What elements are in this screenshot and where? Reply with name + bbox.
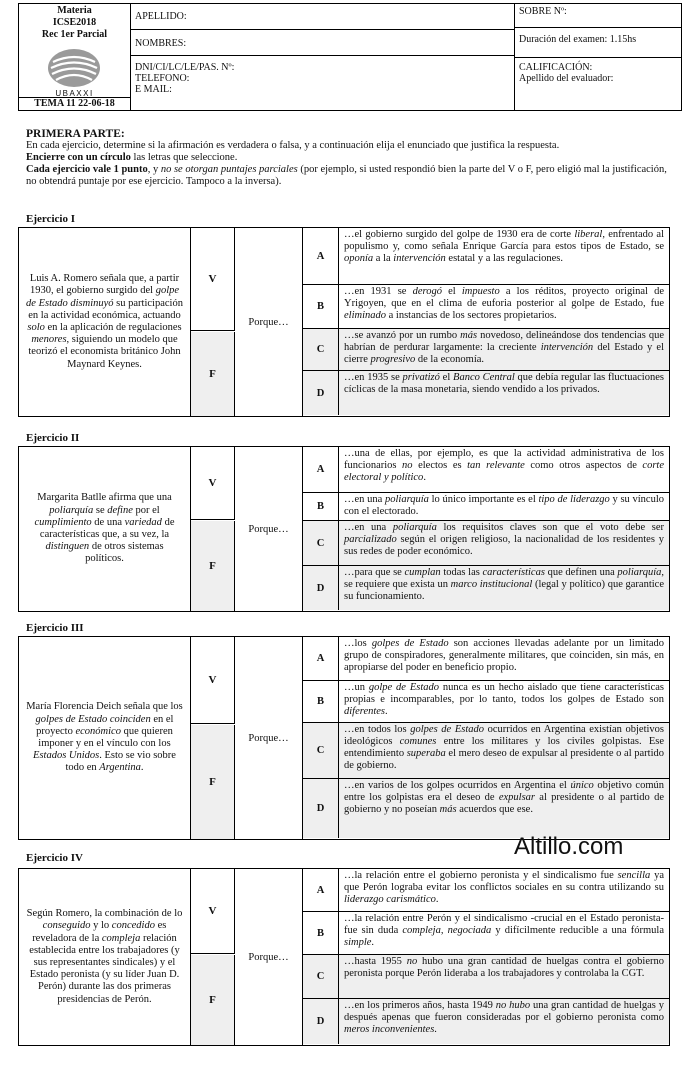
exercise-statement: Según Romero, la combinación de lo conseguido y lo concedido es reveladora de la compleja relación establecida entre los trabajadores (y sus representantes sindicales) y el Estado peronista (y su líder Juan D. Perón) durante las dos primeras presidencias de Perón. [19,869,191,1045]
subject-line-1: Materia [57,5,92,16]
true-option[interactable]: V [191,447,235,520]
option-letter[interactable]: A [303,869,339,911]
instructions [26,128,676,188]
justification-option-a[interactable] [303,228,669,285]
exercise-label: Ejercicio III [26,622,84,634]
option-text: …en los primeros años, hasta 1949 no hubo una gran cantidad de huelgas y después apenas que fueron consideradas por el gobierno peronista como meros inconvenientes. [344,1000,665,1035]
option-letter[interactable]: A [303,637,339,680]
option-letter[interactable]: D [303,566,339,610]
option-letter[interactable]: B [303,912,339,954]
true-option[interactable]: V [191,869,235,954]
option-text: …en todos los golpes de Estado ocurridos en Argentina existían objetivos ideológicos comunes entre los militares y los civiles golpistas. Ese entendimiento superaba el mero deseo de expulsar al presidente o al partido de gobierno. [344,724,664,771]
option-text: …en 1935 se privatizó el Banco Central que debía regular las fluctuaciones cíclicas de la masa monetaria, siendo vendido a los privados. [344,372,664,395]
option-text: …en varios de los golpes ocurridos en Argentina el único objetivo común entre los golpistas era el deseo de expulsar al presidente o al partido de gobierno y no poseían más acuerdos que ese. [344,780,664,815]
justification-option-b[interactable] [303,912,669,955]
contact-fields [131,62,514,95]
exercise-table [18,446,670,612]
option-text: …la relación entre el gobierno peronista y el sindicalismo fue sencilla ya que Perón lograba evitar los conflictos sociales en su contra utilizando su liderazgo carismático. [344,870,664,905]
option-letter[interactable]: D [303,999,339,1044]
false-option[interactable]: F [191,955,235,1045]
subject-line-3: Rec 1er Parcial [41,29,108,40]
option-text: …en 1931 se derogó el impuesto a los réditos, proyecto original de Yrigoyen, que en el clima de euforia posterior al golpe de Estado, fue eliminado a instancias de los sectores propietarios. [344,286,664,321]
names-field[interactable]: NOMBRES: [131,30,514,56]
option-letter[interactable]: C [303,329,339,370]
option-text: …se avanzó por un rumbo más novedoso, delineándose dos tendencias que habrían de perdurar largamente: la creciente intervención del Estado y el cierre progresivo de la economía. [344,330,664,365]
option-text: …una de ellas, por ejemplo, es que la actividad administrativa de los funcionarios no electos es tan relevante como otros aspectos de corte electoral y político. [344,448,664,483]
instruction-line-1: En cada ejercicio, determine si la afirmación es verdadera o falsa, y a continuación elija el enunciado que justifica la respuesta. [26,140,560,151]
surname-field[interactable]: APELLIDO: [131,4,514,30]
section-title: PRIMERA PARTE: [26,128,125,140]
email-field[interactable]: E MAIL: [135,84,172,95]
exercise-label: Ejercicio IV [26,852,83,864]
logo-text: UBAXXI [55,89,94,98]
exam-duration: Duración del examen: 1.15hs [515,28,681,58]
justification-option-d[interactable] [303,779,669,838]
option-text: …en una poliarquía los requisitos claves son que el voto debe ser parcializado según el origen religioso, la nacionalidad de los residentes y sus redes de poder económico. [344,522,665,557]
grade-label: CALIFICACIÓN: [519,62,593,73]
option-letter[interactable]: D [303,779,339,838]
justification-option-a[interactable] [303,869,669,912]
false-option[interactable]: F [191,725,235,839]
option-letter[interactable]: B [303,681,339,722]
justification-option-a[interactable] [303,637,669,681]
justification-option-b[interactable] [303,681,669,723]
exercise-label: Ejercicio I [26,213,75,225]
porque-label: Porque… [235,228,303,416]
justification-option-b[interactable] [303,285,669,329]
instruction-line-2: Encierre con un círculo las letras que seleccione. [26,152,238,163]
evaluator-label: Apellido del evaluador: [519,73,614,84]
student-data-box [131,4,515,110]
grade-area [515,62,681,84]
option-letter[interactable]: C [303,521,339,565]
false-option[interactable]: F [191,521,235,611]
exercise-statement: Luis A. Romero señala que, a partir 1930, el gobierno surgido del golpe de Estado disminuyó su participación en la actividad económica, actuando solo en la aplicación de regulaciones menores, siguiendo un modelo que teorizó el economista británico John Maynard Keynes. [19,228,191,416]
subject-line-2: ICSE2018 [52,17,97,28]
justification-option-d[interactable] [303,566,669,610]
watermark: Altillo.com [514,833,624,860]
exam-header [18,3,682,111]
option-letter[interactable]: A [303,228,339,284]
justification-option-a[interactable] [303,447,669,493]
ubaxxi-logo-icon [47,48,101,88]
option-letter[interactable]: B [303,285,339,328]
option-text: …un golpe de Estado nunca es un hecho aislado que tiene características propias e incomparables, por lo tanto, todos los golpes de Estado son diferentes. [344,682,665,717]
porque-label: Porque… [235,447,303,611]
justification-option-d[interactable] [303,371,669,415]
subject-box [19,4,131,110]
dni-field[interactable]: DNI/CI/LC/LE/PAS. Nº: [135,62,235,73]
option-letter[interactable]: A [303,447,339,492]
justification-option-c[interactable] [303,955,669,999]
porque-label: Porque… [235,869,303,1045]
option-text: …en una poliarquía lo único importante es el tipo de liderazgo y su vínculo con el electorado. [344,494,664,517]
justification-option-c[interactable] [303,521,669,566]
envelope-number-field[interactable]: SOBRE Nº: [515,4,681,28]
instruction-line-3: Cada ejercicio vale 1 punto, y no se otorgan puntajes parciales (por ejemplo, si usted respondió bien la parte del V o F, pero eligió mal la justificación, no obtendrá puntaje por ese ejercicio. Tampoco a la inversa). [26,164,667,187]
option-letter[interactable]: C [303,723,339,778]
true-option[interactable]: V [191,637,235,724]
option-text: …el gobierno surgido del golpe de 1930 era de corte liberal, enfrentado al populismo y, como señala Enrique García para estos tipos de Estado, se oponía a la intervención estatal y a las regulaciones. [344,229,664,264]
option-letter[interactable]: D [303,371,339,415]
false-option[interactable]: F [191,332,235,416]
option-text: …la relación entre Perón y el sindicalismo -crucial en el Estado peronista- fue sin duda compleja, negociada y difícilmente reducible a una fórmula simple. [344,913,664,948]
justification-option-c[interactable] [303,329,669,371]
exercise-table [18,868,670,1046]
exercise-label: Ejercicio II [26,432,80,444]
justification-option-c[interactable] [303,723,669,779]
porque-label: Porque… [235,637,303,839]
true-option[interactable]: V [191,228,235,331]
option-letter[interactable]: B [303,493,339,520]
exercise-statement: Margarita Batlle afirma que una poliarquía se define por el cumplimiento de una variedad de características que, a su vez, la distinguen de otros sistemas políticos. [19,447,191,611]
option-text: …los golpes de Estado son acciones llevadas adelante por un limitado grupo de conspiradores, generalmente militares, que coinciden, sin más, en apropiarse del poder en beneficio propio. [344,638,664,673]
exercise-statement: María Florencia Deich señala que los golpes de Estado coinciden en el proyecto económico que quieren imponer y en el vínculo con los Estados Unidos. Esto se vio sobre todo en Argentina. [19,637,191,839]
option-text: …para que se cumplan todas las características que definen una poliarquía, se requiere que exista un marco institucional (legal y político) que garantice su funcionamiento. [344,567,664,602]
exercise-table [18,636,670,840]
grading-box [515,4,681,110]
exercise-table [18,227,670,417]
phone-field[interactable]: TELEFONO: [135,73,190,84]
justification-option-b[interactable] [303,493,669,521]
justification-option-d[interactable] [303,999,669,1044]
option-text: …hasta 1955 no hubo una gran cantidad de huelgas contra el gobierno peronista porque Perón lideraba a los trabajadores y controlaba la CGT. [344,956,664,979]
exam-theme: TEMA 11 22-06-18 [19,97,130,110]
option-letter[interactable]: C [303,955,339,998]
